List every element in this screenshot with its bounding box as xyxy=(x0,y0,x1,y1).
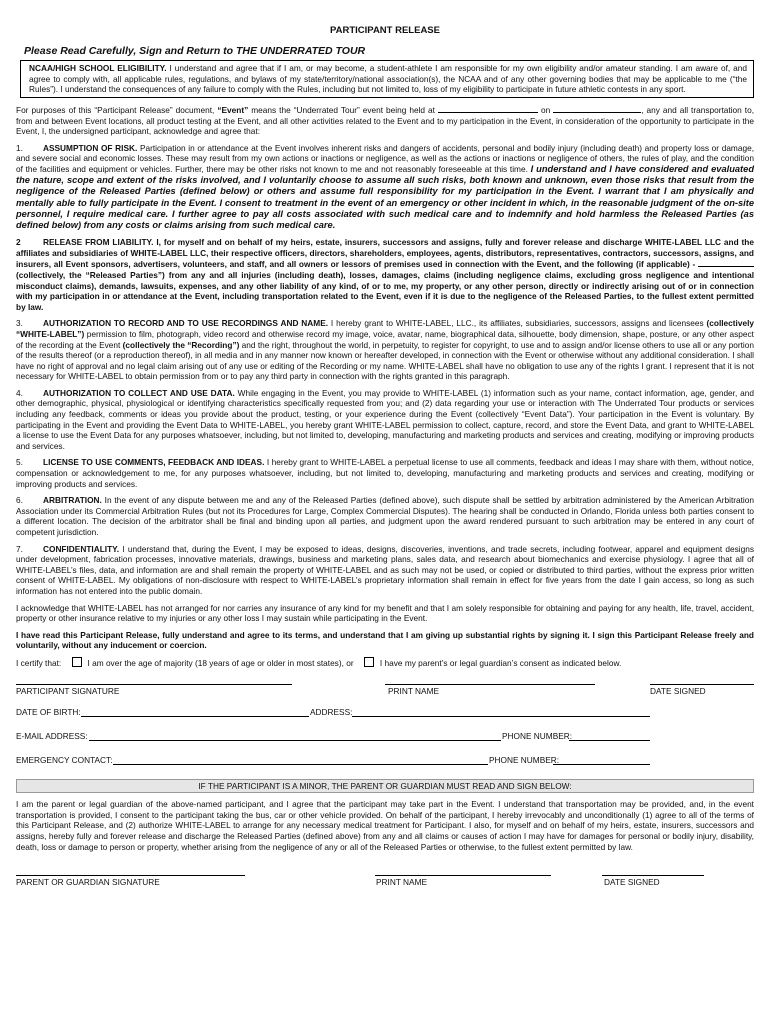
address-field[interactable] xyxy=(352,716,650,717)
section-number: 4. xyxy=(16,387,23,398)
eligibility-heading: NCAA/HIGH SCHOOL ELIGIBILITY. xyxy=(29,63,167,74)
event-term: “Event” xyxy=(217,104,249,115)
certify-row xyxy=(16,657,754,669)
emergency-contact-row xyxy=(16,749,754,773)
guardian-paragraph: I am the parent or legal guardian of the above-named participant, and I agree that the participant may take part in the Event. I understand that transportation may be provided, and, in the event transportation is provided, I consent to the participant taking the bus, car or other vehicle provided. On behalf of the participant, I hereby irrevocably and unconditionally (1) agree to all of the terms of this Participant Release, and (2) authorize WHITE-LABEL to arrange for any necessary medical treatment for Participant. I also, for myself and on behalf of my heirs, estate, insurers, successors and assigns, hereby fully and forever release and discharge the Released Parties (defined above) from any and all claims or causes of action I may have for damages for personal or bodily injury, disability, death, loss or damage to person or property, whether arising from the negligence of any or all of the Released Parties or otherwise, to the fullest extent permitted by law. xyxy=(16,799,754,852)
section-number: 2 xyxy=(16,237,21,248)
section-text: In the event of any dispute between me and any of the Released Parties (defined above), such dispute shall be settled by arbitration administered by the American Arbitration Association under its Commercial Arbitration Rules (but not its Procedures for Large, Complex Commercial Disputes). The hearing shall be conducted in Orlando, Florida unless both parties consent to a different location. The decision of the arbitrator shall be final and binding upon all parties, and judgment upon the award rendered pursuant to such arbitration may be entered in any court of competent jurisdiction. xyxy=(16,495,754,537)
dob-label: DATE OF BIRTH: xyxy=(16,706,81,717)
section-text-2: (collectively, the “Released Parties”) from any and all injuries (including death), losses, damages, claims (including negligence claims, excluding gross negligence and intentional misconduct claims), demands, lawsuits, expenses, and any other liability of any kind, of or to me, my property, or any other person, directly or indirectly arising out of or in connection with my participation in or attendance at the Event, including transportation related to the Event, even if it is due to the negligence of the Released Parties, to the fullest extent permitted by law. xyxy=(16,269,754,312)
address-label: ADDRESS: xyxy=(310,706,353,717)
section-license-to-use-comments xyxy=(16,457,754,489)
document-title: PARTICIPANT RELEASE xyxy=(330,25,440,36)
insurance-paragraph: I acknowledge that WHITE-LABEL has not arranged for nor carries any insurance of any kind for my benefit and that I am solely responsible for obtaining and paying for any health, life, travel, accident, property or other insurance relative to my injuries or any other loss I may sustain while participating in the Event. xyxy=(16,602,754,624)
section-bold-a: (collectively “WHITE-LABEL”) xyxy=(16,318,755,339)
intro-text-3: on xyxy=(537,104,554,115)
dob-field[interactable] xyxy=(81,716,309,717)
minor-banner: IF THE PARTICIPANT IS A MINOR, THE PARENT OR GUARDIAN MUST READ AND SIGN BELOW: xyxy=(16,779,754,794)
section-heading: ARBITRATION. xyxy=(43,495,102,506)
additional-released-parties-field[interactable] xyxy=(698,258,754,267)
phone-label: PHONE NUMBER: xyxy=(502,730,573,741)
email-field[interactable] xyxy=(89,740,501,741)
event-date-field[interactable] xyxy=(553,104,641,113)
section-number: 5. xyxy=(16,457,23,468)
section-confidentiality xyxy=(16,544,754,597)
intro-text-2: means the “Underrated Tour” event being held at xyxy=(248,104,438,115)
section-emphasis: I understand and I have considered and evaluated the nature, scope and extent of the risks involved, and I voluntarily choose to assume all such risks, both known and unknown, even those risks that result from the negligence of the Released Parties (defined below) or others and assume full responsibility for my participation in the Event. I warrant that I am physically and mentally able to fully participate in the Event. I consent to treatment in the event of an emergency or other incident in which, in the reasonable judgment of the on-site personnel, I require medical care. I further agree to pay all costs associated with such medical care and to indemnify and hold harmless the Released Parties (as defined below) from any costs or claims arising from such medical care. xyxy=(16,163,754,230)
section-heading: ASSUMPTION OF RISK. xyxy=(43,142,138,153)
intro-paragraph xyxy=(16,104,754,137)
emergency-phone-field[interactable] xyxy=(553,764,650,765)
section-number: 6. xyxy=(16,495,23,506)
section-text: Participation in or attendance at the Event involves inherent risks and dangers of accidents, personal and bodily injury (including death) and property loss or damage, and severe social and economic losses. These may result from my own actions or inactions or negligence, as well as the actions or inactions or negligence of others, the rules of play, and the condition of the facilities and equipment or vehicles. Further, there may be other risks not known to me and not reasonably foreseeable at this time. xyxy=(16,142,754,174)
section-number: 3. xyxy=(16,318,23,329)
guardian-signature-row xyxy=(16,872,754,894)
guardian-print-name-line[interactable] xyxy=(375,875,551,876)
section-heading: AUTHORIZATION TO COLLECT AND USE DATA. xyxy=(43,387,235,398)
age-majority-checkbox[interactable] xyxy=(72,657,82,667)
section-number: 7. xyxy=(16,543,23,554)
eligibility-text: I understand and agree that if I am, or may become, a student-athlete I am responsible for my own eligibility and/or amateur standing. I am aware of, and agree to comply with, all applicable rules, regulations, and bylaws of my state/territory/national association(s), the NCAA and of any other governing bodies that may be applicable to me (“the Rules”). I understand the consequences of any failure to comply with the Rules, including but not limited to, loss of my eligibility to participate in future athletic contests in any sport. xyxy=(29,63,747,95)
event-location-field[interactable] xyxy=(438,104,538,113)
section-heading: AUTHORIZATION TO RECORD AND TO USE RECORDINGS AND NAME. xyxy=(43,318,329,329)
print-name-label: PRINT NAME xyxy=(388,685,440,696)
participant-signature-label: PARTICIPANT SIGNATURE xyxy=(16,685,120,696)
guardian-signature-line[interactable] xyxy=(16,875,245,876)
print-name-line[interactable] xyxy=(385,684,595,685)
section-heading: CONFIDENTIALITY. xyxy=(43,543,120,554)
date-signed-line[interactable] xyxy=(650,684,754,685)
section-assumption-of-risk xyxy=(16,143,754,231)
guardian-date-signed-line[interactable] xyxy=(602,875,704,876)
section-text: While engaging in the Event, you may provide to WHITE-LABEL (1) information such as your name, contact information, age, gender, and other demographic, physical, physiological or identifying characteristics specifically requested from you; and (2) data regarding your use or interaction with The Underrated Tour products or services including any feedback, comments or ideas you provide about the product, testing, or your experience during the Event (collectively “Event Data”). Your participation in the Event is voluntary. By participating in the Event and providing the Event Data to WHITE-LABEL, you hereby grant WHITE-LABEL permission to collect, capture, record, and store the Event Data, and grant to WHITE-LABEL a license to use the Event Data for any purposes whatsoever, including, but not limited to, developing, manufacturing and marketing products and services and creating, modifying or improving products and services. xyxy=(16,387,754,451)
release-form xyxy=(16,26,754,894)
section-bold-b: (collectively the “Recording”) xyxy=(122,339,240,350)
guardian-signature-label: PARENT OR GUARDIAN SIGNATURE xyxy=(16,877,160,888)
section-arbitration xyxy=(16,495,754,537)
intro-text-4: , any and all transportation to, from and between Event locations, all product testing at the Event, and all other activities related to the Event and to my participation in the Event, in consideration of the opportunity to participate in the Event, I, the undersigned participant, acknowledge and agree that: xyxy=(16,104,755,137)
certify-label: I certify that: xyxy=(16,657,62,668)
guardian-print-name-label: PRINT NAME xyxy=(376,877,428,888)
phone-field[interactable] xyxy=(569,740,650,741)
section-text-b: permission to film, photograph, video record and otherwise record my image, voice, avatar, name, biographical data, silhouette, body dimension, shape, posture, or any other aspect of the recording at the Event xyxy=(16,328,754,350)
emergency-contact-field[interactable] xyxy=(113,764,488,765)
email-phone-row xyxy=(16,725,754,749)
age-majority-label: I am over the age of majority (18 years of age or older in most states), or xyxy=(87,657,354,668)
section-text: I hereby grant to WHITE-LABEL a perpetual license to use all comments, feedback and ideas I may share with them, without notice, compensation or acknowledgement to me, for any purposes whatsoever, including, but not limited to, developing, manufacturing and marketing products and services and creating, modifying or improving products and services. xyxy=(16,457,754,489)
section-text-c: and the right, throughout the world, in perpetuity, to register for copyright, to use and to assign and/or license others to use all or any portion of the results thereof (or a reproduction thereof), in all media and in any manner now known or hereafter developed, in connection with the Event or otherwise without any additional consideration. I shall have no right of approval and no legal claim arising out of any use or editing of the Recording or my name. WHITE-LABEL shall have no obligation to use any of the rights I grant. I represent that it is not necessary for WHITE-LABEL to obtain permission from or to pay any third party in connection with the rights granted in this paragraph. xyxy=(16,339,754,382)
email-label: E-MAIL ADDRESS: xyxy=(16,730,88,741)
guardian-consent-checkbox[interactable] xyxy=(364,657,374,667)
section-text-a: I hereby grant to WHITE-LABEL, LLC., its affiliates, subsidiaries, successors, assigns and licensees xyxy=(330,318,707,329)
emergency-phone-label: PHONE NUMBER: xyxy=(489,754,560,765)
participant-signature-line[interactable] xyxy=(16,684,292,685)
section-number: 1. xyxy=(16,142,23,153)
guardian-date-signed-label: DATE SIGNED xyxy=(604,877,660,888)
section-release-from-liability xyxy=(16,237,754,312)
section-text: RELEASE FROM LIABILITY. I, for myself and on behalf of my heirs, estate, insurers, successors and assigns, fully and forever release and discharge WHITE-LABEL LLC and the affiliates and subsidiaries of WHITE-LABEL LLC, their respective officers, directors, shareholders, employees, agents, distributors, representatives, contractors, successors, assigns, and insurers, all Event sponsors, advertisers, volunteers, and staff, and all owners or lessors of premises used in connection with the Event, and the following (if applicable) - xyxy=(16,237,754,270)
dob-address-row xyxy=(16,701,754,725)
guardian-consent-label: I have my parent’s or legal guardian’s consent as indicated below. xyxy=(379,657,622,668)
section-heading: LICENSE TO USE COMMENTS, FEEDBACK AND IDEAS. xyxy=(43,457,265,468)
eligibility-box xyxy=(20,60,754,98)
section-authorization-to-record xyxy=(16,318,754,382)
intro-text-1: For purposes of this “Participant Release” document, xyxy=(16,104,218,115)
section-text: I understand that, during the Event, I may be exposed to ideas, designs, discoveries, inventions, and trade secrets, including footwear, apparel and equipment designs under development, fabrication processes, innovative materials, drawings, business and marketing plans, sales data, and research about biomechanics and exercise physiology. I agree that all of WHITE-LABEL’s files, data, and information are and shall remain the property of WHITE-LABEL and as such may not be used, or copied or distributed to third parties, without the express prior written consent of WHITE-LABEL. My obligations of non-disclosure with respect to WHITE-LABEL’s proprietary information shall remain in effect for five years from the date I gain access, so long as such information has not entered into the public domain. xyxy=(16,543,754,596)
read-statement: I have read this Participant Release, fully understand and agree to its terms, and understand that I am giving up substantial rights by signing it. I sign this Participant Release freely and voluntarily, without any inducement or coercion. xyxy=(16,629,754,651)
date-signed-label: DATE SIGNED xyxy=(650,685,706,696)
section-authorization-to-collect-data xyxy=(16,388,754,452)
participant-signature-row xyxy=(16,675,754,701)
document-subtitle: Please Read Carefully, Sign and Return to THE UNDERRATED TOUR xyxy=(24,44,366,57)
emergency-contact-label: EMERGENCY CONTACT: xyxy=(16,754,113,765)
